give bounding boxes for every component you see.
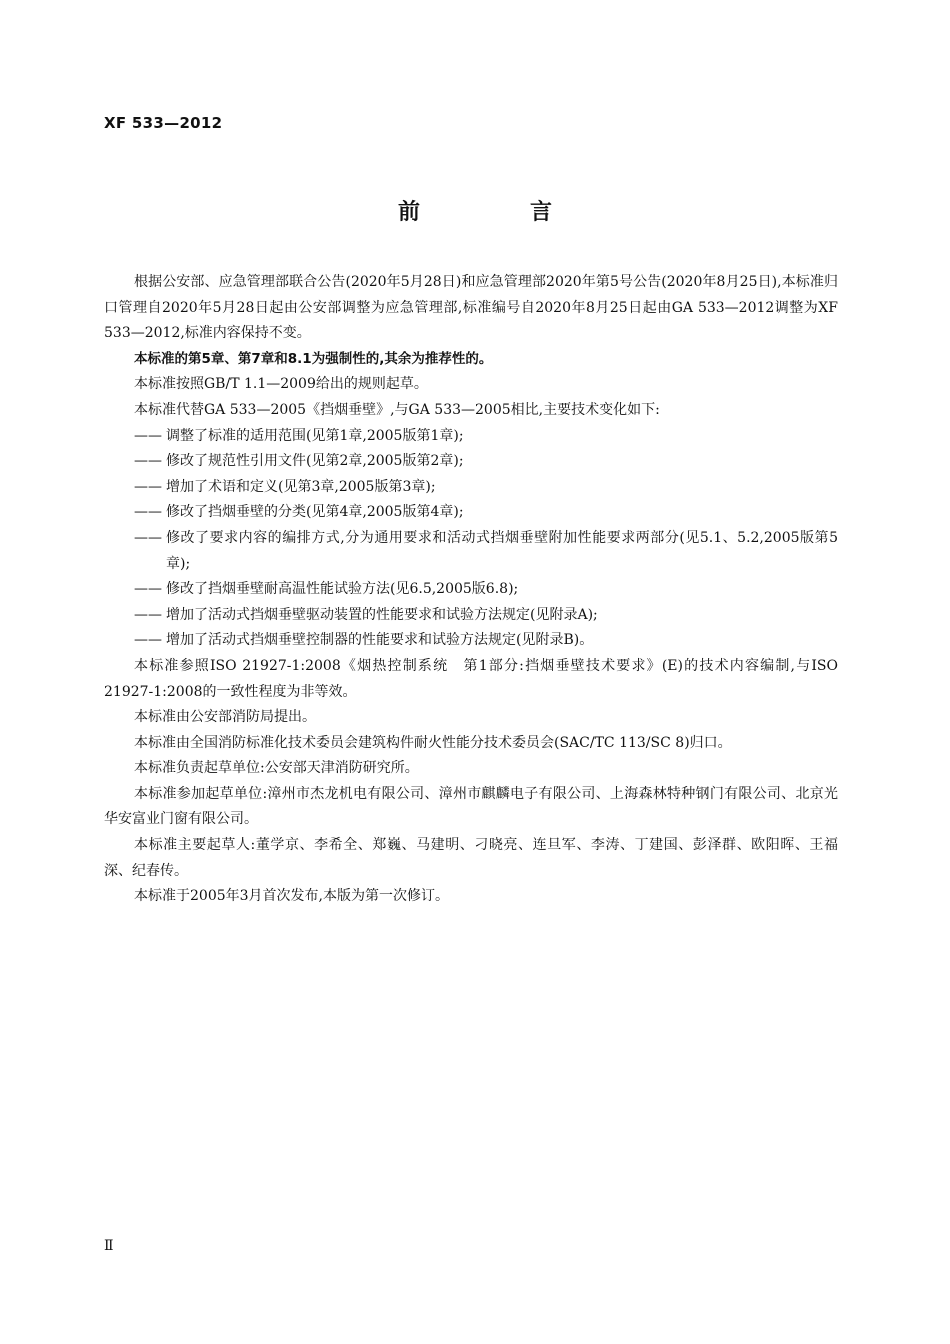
dash-mark: —— — [134, 606, 162, 623]
change-list-item — [104, 475, 838, 501]
change-list-item — [104, 603, 838, 629]
dash-mark: —— — [134, 478, 162, 495]
paragraph-main-drafters: 本标准主要起草人:董学京、李希全、郑巍、马建明、刁晓亮、连旦军、李涛、丁建国、彭泽群、欧阳晖、王福深、纪春传。 — [104, 837, 838, 879]
dash-mark: —— — [134, 632, 162, 649]
paragraph-mandatory-clauses: 本标准的第5章、第7章和8.1为强制性的,其余为推荐性的。 — [134, 350, 493, 367]
dash-mark: —— — [134, 581, 162, 598]
change-text: 修改了挡烟垂壁的分类(见第4章,2005版第4章); — [166, 504, 464, 521]
page-title: 前 言 — [397, 200, 596, 225]
dash-mark: —— — [134, 427, 162, 444]
foreword-body — [104, 270, 838, 910]
paragraph-lead-drafter: 本标准负责起草单位:公安部天津消防研究所。 — [134, 760, 419, 777]
change-text: 修改了要求内容的编排方式,分为通用要求和活动式挡烟垂壁附加性能要求两部分(见5.1、5.2,2005版第5章); — [166, 529, 838, 572]
change-list-item — [104, 577, 838, 603]
paragraph-drafting-rules: 本标准按照GB/T 1.1—2009给出的规则起草。 — [134, 376, 428, 393]
paragraph-proposed-by: 本标准由公安部消防局提出。 — [134, 709, 316, 726]
change-list-item — [104, 500, 838, 526]
change-text: 调整了标准的适用范围(见第1章,2005版第1章); — [166, 427, 464, 444]
paragraph-release-history: 本标准于2005年3月首次发布,本版为第一次修订。 — [134, 888, 449, 905]
change-text: 修改了挡烟垂壁耐高温性能试验方法(见6.5,2005版6.8); — [166, 581, 519, 598]
change-text: 增加了活动式挡烟垂壁控制器的性能要求和试验方法规定(见附录B)。 — [166, 632, 594, 649]
paragraph-announcement: 根据公安部、应急管理部联合公告(2020年5月28日)和应急管理部2020年第5号公告(2020年8月25日),本标准归口管理自2020年5月28日起由公安部调整为应急管理部,标准编号自2020年8月25日起由GA 533—2012调整为XF 533—2012,标准内容保持不变。 — [104, 274, 838, 342]
change-list-item — [104, 526, 838, 577]
paragraph-iso-reference: 本标准参照ISO 21927-1:2008《烟热控制系统 第1部分:挡烟垂壁技术要求》(E)的技术内容编制,与ISO 21927-1:2008的一致性程度为非等效。 — [104, 657, 838, 700]
change-list-item — [104, 449, 838, 475]
change-list-item — [104, 424, 838, 450]
change-text: 修改了规范性引用文件(见第2章,2005版第2章); — [166, 453, 464, 470]
change-text: 增加了活动式挡烟垂壁驱动装置的性能要求和试验方法规定(见附录A); — [166, 606, 598, 623]
change-text: 增加了术语和定义(见第3章,2005版第3章); — [166, 478, 436, 495]
change-list-item — [104, 628, 838, 654]
dash-mark: —— — [134, 453, 162, 470]
page-number: Ⅱ — [104, 1238, 114, 1254]
paragraph-replaces: 本标准代替GA 533—2005《挡烟垂壁》,与GA 533—2005相比,主要技术变化如下: — [134, 401, 660, 418]
paragraph-participating-drafters: 本标准参加起草单位:漳州市杰龙机电有限公司、漳州市麒麟电子有限公司、上海森林特种钢门有限公司、北京光华安富业门窗有限公司。 — [104, 785, 838, 828]
paragraph-under-jurisdiction: 本标准由全国消防标准化技术委员会建筑构件耐火性能分技术委员会(SAC/TC 113/SC 8)归口。 — [134, 734, 732, 751]
dash-mark: —— — [134, 529, 162, 546]
dash-mark: —— — [134, 504, 162, 521]
document-code: XF 533—2012 — [104, 114, 223, 132]
